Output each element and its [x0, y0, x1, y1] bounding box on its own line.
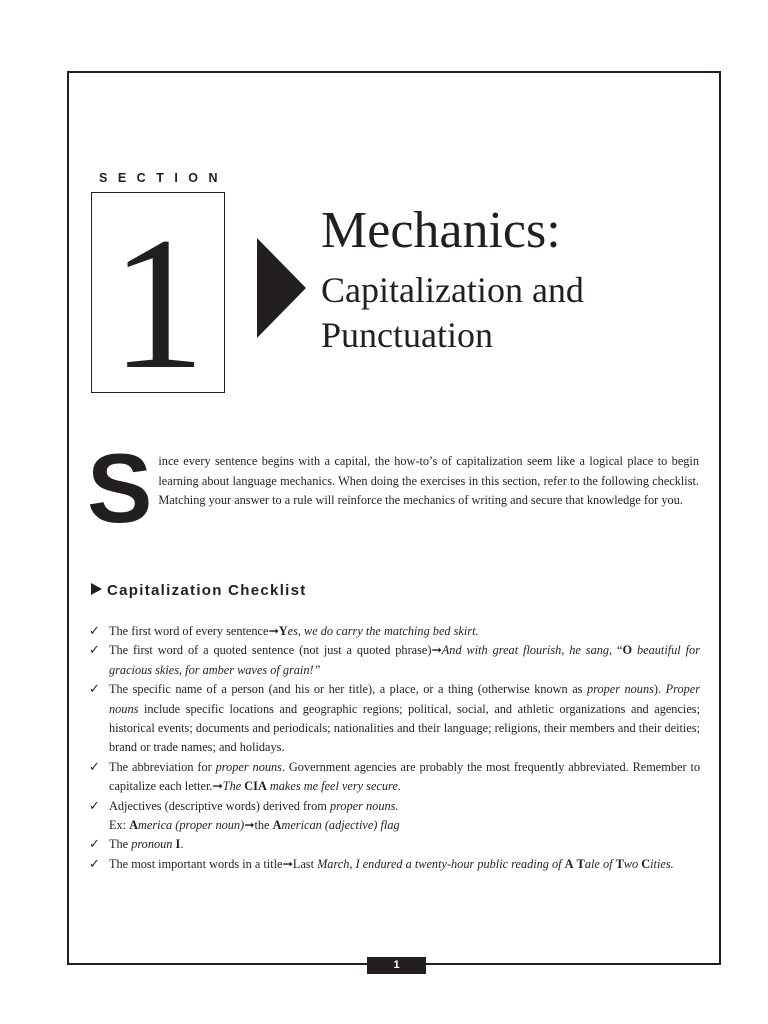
rule-text: The first word of a quoted sentence (not just a quoted phrase) — [109, 643, 432, 658]
section-label: SECTION — [99, 171, 229, 185]
section-number-box — [91, 192, 225, 393]
check-icon: ✓ — [89, 643, 100, 659]
example-text: And with great flourish, he sang, — [441, 643, 618, 658]
check-icon: ✓ — [89, 837, 100, 853]
arrow-icon: ➞ — [268, 624, 279, 638]
example-label: Ex: — [109, 818, 130, 833]
capitalization-checklist — [89, 622, 700, 874]
checklist-item — [89, 622, 700, 641]
checklist-item — [89, 758, 700, 797]
example-bold: T — [576, 856, 585, 871]
example-text: es, we do carry the matching bed skirt. — [287, 624, 479, 638]
check-icon: ✓ — [89, 798, 100, 814]
page-subtitle — [321, 268, 584, 358]
check-icon: ✓ — [89, 759, 100, 775]
checklist-item — [89, 835, 700, 854]
check-icon: ✓ — [89, 682, 100, 698]
checklist-item — [89, 680, 700, 758]
example-text: March, I endured a twenty-hour public reading of — [317, 856, 565, 871]
rule-term: Proper nouns — [109, 682, 700, 716]
rule-text: include specific locations and geographic regions; political, social, and athletic organizations and agencies; historical events; documents and periodicals; nationalities and their language; religions, their members and their deities; brand or trade names; and holidays. — [109, 701, 700, 755]
rule-text: . Government agencies are probably the most frequently abbreviated. Remember to capitalize each letter. — [109, 759, 701, 794]
pointer-triangle-icon — [91, 583, 102, 595]
rule-text: The — [109, 837, 132, 852]
example-text: makes me feel very secure. — [266, 779, 401, 794]
arrow-icon: ➞ — [212, 779, 223, 794]
example-plain: Last — [292, 856, 318, 871]
example-bold: CIA — [244, 779, 267, 794]
rule-text: ). — [653, 682, 666, 697]
example-bold: C — [641, 856, 651, 871]
arrow-icon: ➞ — [282, 856, 293, 871]
rule-term: proper nouns — [215, 759, 282, 774]
rule-text: The specific name of a person (and his or her title), a place, or a thing (otherwise known as — [109, 682, 587, 697]
rule-text: The first word of every sentence — [109, 624, 269, 638]
rule-text: The abbreviation for — [109, 759, 216, 774]
checklist-heading-text: Capitalization Checklist — [107, 582, 307, 599]
example-bold: I — [175, 837, 181, 852]
rule-text: Adjectives (descriptive words) derived from — [109, 798, 330, 813]
example-bold: T — [615, 856, 624, 871]
check-icon: ✓ — [89, 624, 100, 639]
example-bold: A — [564, 856, 574, 871]
subtitle-line-1: Capitalization and — [321, 270, 584, 310]
quote-mark: “ — [617, 643, 623, 658]
example-bold: A — [129, 818, 139, 833]
drop-cap: S — [87, 433, 153, 543]
rule-term: proper nouns. — [329, 798, 399, 813]
pointer-triangle-icon — [257, 238, 306, 338]
example-text: merica (proper noun) — [138, 818, 245, 833]
example-text: merican (adjective) flag — [281, 818, 400, 833]
page-number: 1 — [367, 957, 426, 974]
example-bold: A — [272, 818, 282, 833]
example-text: beautiful for gracious skies, for amber waves of grain!” — [109, 643, 700, 677]
rule-text: . — [180, 837, 184, 852]
checklist-heading — [91, 582, 307, 599]
rule-text: The most important words in a title — [109, 856, 283, 871]
rule-term: proper nouns — [586, 682, 654, 697]
example-plain: the — [254, 818, 273, 833]
example-text: wo — [623, 856, 642, 871]
example-bold: O — [622, 643, 633, 658]
intro-text: ince every sentence begins with a capital, the how-to’s of capitalization seem like a logical place to begin learning about language mechanics. When doing the exercises in this section, refer to the following checklist. Matching your answer to a rule will reinforce the mechanics of writing and secure that knowledge for you. — [158, 454, 699, 508]
example-text: ities. — [650, 856, 674, 871]
section-number: 1 — [110, 199, 206, 393]
example-text: The — [222, 779, 245, 794]
subtitle-line-2: Punctuation — [321, 315, 493, 355]
example-text: ale of — [584, 856, 616, 871]
page-title: Mechanics: — [321, 202, 561, 259]
example-bold: Y — [278, 624, 288, 638]
checklist-item — [89, 641, 700, 680]
checklist-item — [89, 797, 700, 836]
arrow-icon: ➞ — [431, 643, 442, 658]
arrow-icon: ➞ — [244, 818, 255, 833]
intro-paragraph — [87, 433, 699, 543]
checklist-item — [89, 855, 700, 874]
rule-term: pronoun — [131, 837, 173, 852]
check-icon: ✓ — [89, 856, 100, 872]
